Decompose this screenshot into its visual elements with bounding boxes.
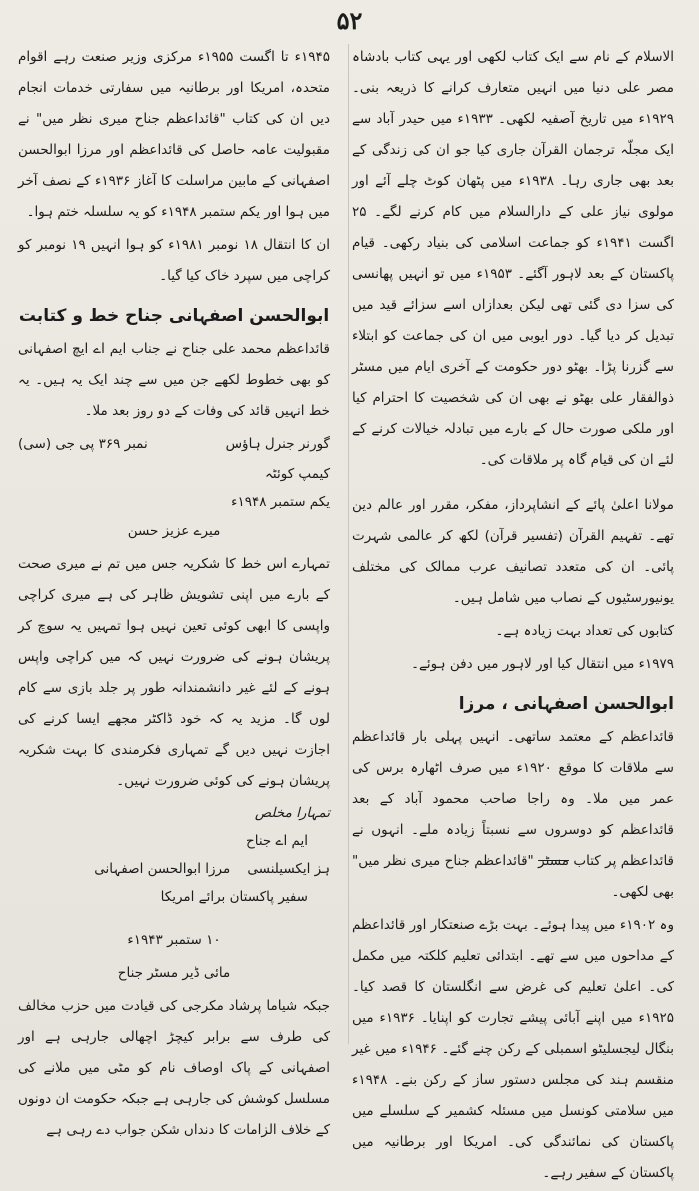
- letter1-camp: کیمپ کوئٹہ: [265, 466, 330, 482]
- letter1-closing: تمہارا مخلص: [254, 805, 330, 821]
- letter2-body: جبکہ شیاما پرشاد مکرجی کی قیادت میں حزب مخالف کی طرف سے برابر کیچڑ اچھالی جارہی ہے اور اصفہانی کے پاک اوصاف نام کو مٹی میں ملانے کی مسلسل کوشش کی جارہی ہے جبکہ حکومت ان دونوں کے خلاف الزامات کا دنداں شکن جواب دے رہی ہے: [18, 998, 330, 1138]
- right-column: [352, 42, 674, 1191]
- letter2-salutation: مائی ڈیر مسٹر جناح: [117, 965, 231, 981]
- isphahani-heading: ابوالحسن اصفہانی ، مرزا: [458, 694, 674, 714]
- letter1-header: [18, 429, 330, 516]
- isphahani-intro-text: قائداعظم کے معتمد ساتھی۔ انہیں پہلی بار قائداعظم سے ملاقات کا موقع ۱۹۲۰ء میں صرف اٹھارہ برس کی عمر میں ملا۔ وہ راجا صاحب محمود آباد کے بعد قائداعظم کو دوسروں سے نسبتاً زیادہ ملے۔ انہوں نے قائداعظم پر کتاب: [352, 729, 675, 869]
- letter1-body: تمہارے اس خط کا شکریہ جس میں تم نے میری صحت کے بارے میں اپنی تشویش ظاہر کی ہے میری کراچی واپسی کا ابھی کوئی تعین نہیں ہوا تمہیں یہ سوچ کر پریشان ہونے کی ضرورت نہیں کہ میں کراچی واپس ہونے کے لئے غیر دانشمندانہ طور پر جلد بازی سے کام لوں گا۔ مزید یہ کہ خود ڈاکٹر مجھے ایسا کرنے کی اجازت نہیں دیں گے تمہاری فکرمندی کا بہت شکریہ پریشان ہونے کی کوئی ضرورت نہیں۔: [18, 556, 330, 789]
- struck-word: مسٹر: [538, 853, 569, 869]
- isphahani-career-paragraph: ۱۹۴۵ء تا اگست ۱۹۵۵ء مرکزی وزیر صنعت رہے اقوام متحدہ، امریکا اور برطانیہ میں سفارتی خدمات انجام دیں ان کی کتاب "قائداعظم جناح میری نظر میں" نے مقبولیت عامہ حاصل کی قائداعظم اور مرزا ابوالحسن اصفہانی کے مابین مراسلت کا آغاز ۱۹۳۶ء کے نصف آخر میں ہوا اور یکم ستمبر ۱۹۴۸ء کو یہ سلسلہ ختم ہوا۔: [18, 49, 330, 220]
- book-title-text: "قائداعظم جناح میری نظر میں" بھی لکھی۔: [352, 853, 674, 900]
- letter2-date: ۱۰ ستمبر ۱۹۴۳ء: [127, 932, 221, 948]
- letter1-date: یکم ستمبر ۱۹۴۸ء: [231, 494, 330, 510]
- letter1-recipient-title: ہز ایکسیلنسی: [247, 861, 330, 877]
- page-number: ۵۲: [336, 6, 363, 35]
- correspondence-heading: ابوالحسن اصفہانی جناح خط و کتابت: [18, 306, 330, 326]
- correspondence-intro-paragraph: قائداعظم محمد علی جناح نے جناب ایم اے ایچ اصفہانی کو بھی خطوط لکھے جن میں سے چند ایک یہ ہیں۔ یہ خط انہیں قائد کی وفات کے دو روز بعد ملا۔: [18, 341, 330, 419]
- books-count-line: کتابوں کی تعداد بہت زیادہ ہے۔: [495, 623, 674, 639]
- death-line: ۱۹۷۹ء میں انتقال کیا اور لاہور میں دفن ہوئے۔: [411, 656, 674, 672]
- letter1-sender: ایم اے جناح: [246, 833, 308, 849]
- maududi-works-paragraph: مولانا اعلیٰ پائے کے انشاپرداز، مفکر، مقرر اور عالم دین تھے۔ تفہیم القرآن (تفسیر قرآن) لکھ کر عالمی شہرت پائی۔ ان کی متعدد تصانیف عرب ممالک کی مختلف یونیورسٹیوں کے نصاب میں شامل ہیں۔: [352, 497, 674, 606]
- letter1-signature: [18, 799, 330, 911]
- maududi-bio-paragraph: الاسلام کے نام سے ایک کتاب لکھی اور یہی کتاب بادشاہ مصر علی دنیا میں انہیں متعارف کرانے کا ذریعہ بنی۔ ۱۹۲۹ء میں تاریخ آصفیہ لکھی۔ ۱۹۳۳ء میں حیدر آباد سے ایک مجلّہ ترجمان القرآن جاری کیا جو ان کی زندگی کے بعد بھی جاری رہا۔ ۱۹۳۸ء میں پٹھان کوٹ چلے آئے اور مولوی نیاز علی کے دارالسلام میں کام کرنے لگے۔ ۲۵ اگست ۱۹۴۱ء کو جماعت اسلامی کی بنیاد رکھی۔ قیام پاکستان کے بعد لاہور آگئے۔ ۱۹۵۳ء میں تو انہیں پھانسی کی سزا دی گئی تھی لیکن بعدازاں اسے سزائے قید میں تبدیل کر دیا گیا۔ دور ایوبی میں ان کی جماعت کو ابتلاء سے گزرنا پڑا۔ بھٹو دور حکومت کے آخری ایام میں مسٹر ذوالفقار علی بھٹو نے بھی ان کی شخصیت کا احترام کیا اور ملکی صورت حال کے بارے میں تبادلہ خیالات کرنے کے لئے ان کی قیام گاہ پر ملاقات کی۔: [352, 49, 674, 468]
- column-divider: [348, 44, 349, 1044]
- letter1-place: گورنر جنرل ہاؤس: [225, 436, 330, 452]
- isphahani-death-paragraph: ان کا انتقال ۱۸ نومبر ۱۹۸۱ء کو ہوا انہیں ۱۹ نومبر کو کراچی میں سپرد خاک کیا گیا۔: [18, 237, 330, 284]
- left-column: [18, 42, 330, 1148]
- isphahani-intro-paragraph: [352, 722, 674, 908]
- letter1-recipient-role: سفیر پاکستان برائے امریکا: [160, 889, 308, 905]
- letter1-recipient-name: مرزا ابوالحسن اصفہانی: [94, 861, 231, 877]
- letter1-ref: نمبر ۳۶۹ پی جی (سی): [18, 436, 148, 452]
- isphahani-bio-paragraph: وہ ۱۹۰۲ء میں پیدا ہوئے۔ بہت بڑے صنعتکار اور قائداعظم کے مداحوں میں سے تھے۔ ابتدائی تعلیم کلکتہ میں مکمل کی۔ اعلیٰ تعلیم کی غرض سے انگلستان کا قصد کیا۔ ۱۹۲۵ء میں اپنے آبائی پیشے تجارت کو اپنایا۔ ۱۹۳۶ء میں بنگال لیجسلیٹو اسمبلی کے رکن چنے گئے۔ ۱۹۴۶ء میں غیر منقسم ہند کی مجلس دستور ساز کے رکن بنے۔ ۱۹۴۸ء میں سلامتی کونسل میں مسئلہ کشمیر کے سلسلے میں پاکستان کی نمائندگی کی۔ امریکا اور برطانیہ میں پاکستان کے سفیر رہے۔: [352, 917, 674, 1181]
- letter1-recipient: [18, 855, 330, 883]
- letter1-address-row: [18, 429, 330, 460]
- letter1-salutation: میرے عزیز حسن: [127, 523, 221, 539]
